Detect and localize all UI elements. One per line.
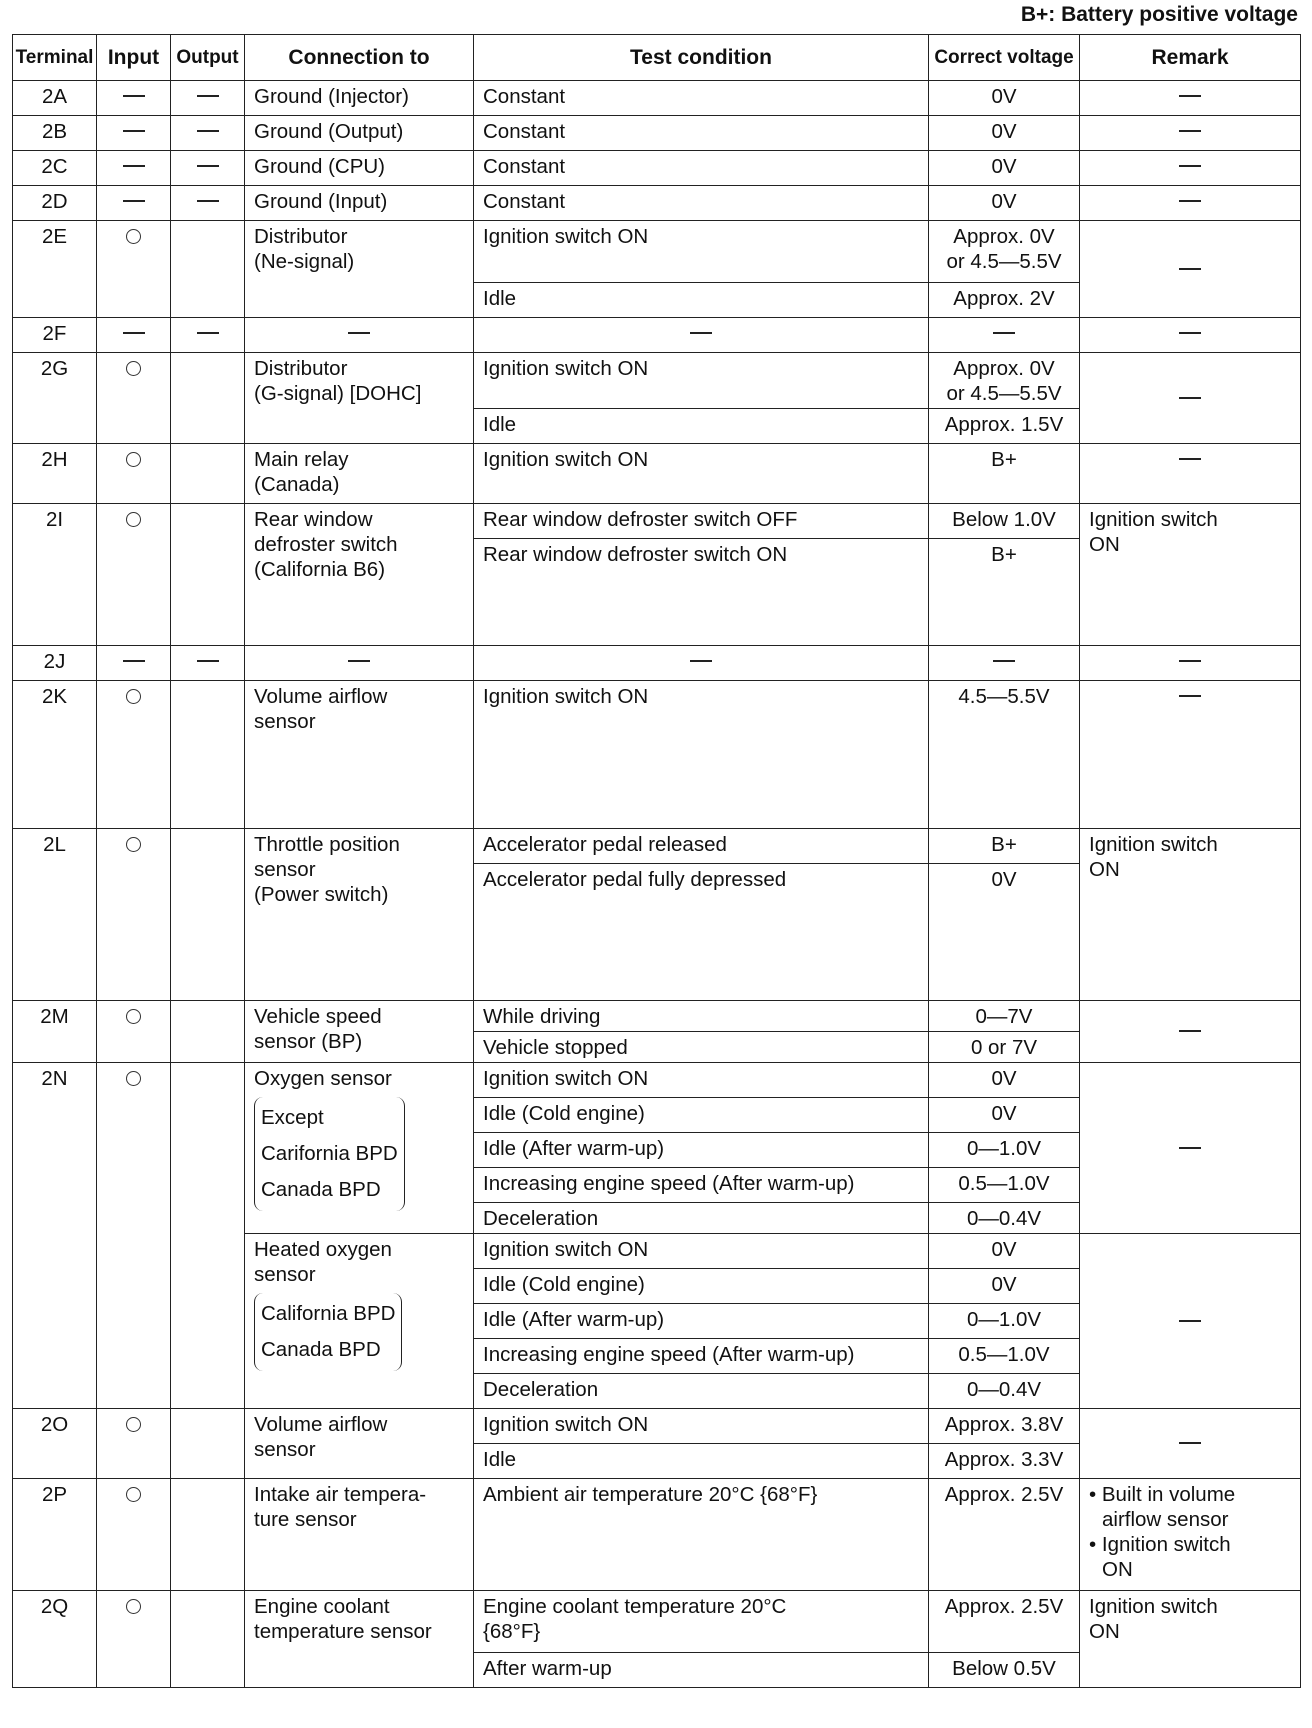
table-row: [13, 1409, 1301, 1444]
dash-mark: [1179, 397, 1201, 399]
voltage-cell: Approx. 1.5V: [929, 409, 1080, 444]
input-circle-icon: [126, 229, 141, 244]
test-cell: Constant: [474, 81, 929, 116]
table-row: [13, 1001, 1301, 1032]
voltage-cell: B+: [929, 829, 1080, 864]
dash-mark: [1179, 1442, 1201, 1444]
test-cell: Ignition switch ON: [474, 353, 929, 409]
terminal-cell: 2J: [13, 646, 97, 681]
terminal-cell: 2G: [13, 353, 97, 444]
terminal-cell: 2K: [13, 681, 97, 829]
test-cell: Ambient air temperature 20°C {68°F}: [474, 1479, 929, 1591]
header-connection: Connection to: [245, 35, 474, 81]
terminal-cell: 2C: [13, 151, 97, 186]
voltage-cell: Approx. 2.5V: [929, 1479, 1080, 1591]
dash-mark: [197, 332, 219, 334]
table-row: [13, 81, 1301, 116]
voltage-cell: Approx. 0V or 4.5—5.5V: [929, 221, 1080, 283]
dash-mark: [123, 165, 145, 167]
terminal-cell: 2B: [13, 116, 97, 151]
input-circle-icon: [126, 512, 141, 527]
dash-mark: [197, 130, 219, 132]
remark-cell: Ignition switch ON: [1080, 504, 1301, 646]
header-test-condition: Test condition: [474, 35, 929, 81]
test-cell: Engine coolant temperature 20°C {68°F}: [474, 1591, 929, 1653]
remark-cell: • Built in volume airflow sensor • Ignition switch ON: [1080, 1479, 1301, 1591]
table-row: [13, 504, 1301, 539]
voltage-cell: 0V: [929, 1098, 1080, 1133]
voltage-cell: 0.5—1.0V: [929, 1168, 1080, 1203]
voltage-cell: B+: [929, 444, 1080, 504]
header-correct-voltage: Correct voltage: [929, 35, 1080, 81]
terminal-cell: 2D: [13, 186, 97, 221]
connection-cell: Throttle position sensor (Power switch): [245, 829, 474, 1001]
test-cell: Vehicle stopped: [474, 1032, 929, 1063]
dash-mark: [1179, 695, 1201, 697]
dash-mark: [123, 130, 145, 132]
dash-mark: [348, 332, 370, 334]
terminal-voltage-table: [12, 34, 1301, 1688]
test-cell: Idle (Cold engine): [474, 1269, 929, 1304]
test-cell: Ignition switch ON: [474, 444, 929, 504]
test-cell: Constant: [474, 186, 929, 221]
connection-cell: Intake air tempera- ture sensor: [245, 1479, 474, 1591]
test-cell: Ignition switch ON: [474, 221, 929, 283]
test-cell: Idle (After warm-up): [474, 1133, 929, 1168]
dash-mark: [690, 332, 712, 334]
dash-mark: [348, 660, 370, 662]
voltage-cell: 0—7V: [929, 1001, 1080, 1032]
dash-mark: [197, 660, 219, 662]
terminal-cell: 2M: [13, 1001, 97, 1063]
test-cell: Idle: [474, 409, 929, 444]
header-output: Output: [171, 35, 245, 81]
test-cell: Ignition switch ON: [474, 1409, 929, 1444]
terminal-cell: 2F: [13, 318, 97, 353]
test-cell: Accelerator pedal released: [474, 829, 929, 864]
dash-mark: [1179, 332, 1201, 334]
input-circle-icon: [126, 1009, 141, 1024]
test-cell: Constant: [474, 151, 929, 186]
test-cell: Deceleration: [474, 1374, 929, 1409]
connection-cell: Distributor (Ne-signal): [245, 221, 474, 318]
test-cell: Idle: [474, 283, 929, 318]
voltage-cell: 0V: [929, 81, 1080, 116]
connection-cell: Main relay (Canada): [245, 444, 474, 504]
dash-mark: [1179, 130, 1201, 132]
legend-note: B+: Battery positive voltage: [1020, 3, 1298, 26]
connection-cell: Engine coolant temperature sensor: [245, 1591, 474, 1688]
table-row: [13, 151, 1301, 186]
input-circle-icon: [126, 1487, 141, 1502]
voltage-cell: Approx. 2V: [929, 283, 1080, 318]
voltage-cell: 0V: [929, 1234, 1080, 1269]
header-remark: Remark: [1080, 35, 1301, 81]
dash-mark: [1179, 268, 1201, 270]
voltage-cell: 0V: [929, 151, 1080, 186]
dash-mark: [1179, 1030, 1201, 1032]
test-cell: Idle: [474, 1444, 929, 1479]
dash-mark: [993, 332, 1015, 334]
voltage-cell: 0V: [929, 1063, 1080, 1098]
dash-mark: [1179, 200, 1201, 202]
dash-mark: [690, 660, 712, 662]
connection-cell: Oxygen sensor Except Carifornia BPD Canada BPD: [245, 1063, 474, 1234]
dash-mark: [1179, 1320, 1201, 1322]
table-row: [13, 444, 1301, 504]
input-circle-icon: [126, 1417, 141, 1432]
table-row: [13, 318, 1301, 353]
voltage-cell: Approx. 0V or 4.5—5.5V: [929, 353, 1080, 409]
test-cell: Ignition switch ON: [474, 681, 929, 829]
test-cell: While driving: [474, 1001, 929, 1032]
voltage-cell: 0V: [929, 1269, 1080, 1304]
remark-cell: Ignition switch ON: [1080, 1591, 1301, 1688]
table-row: [13, 1479, 1301, 1591]
dash-mark: [993, 660, 1015, 662]
voltage-cell: 0.5—1.0V: [929, 1339, 1080, 1374]
table-row: [13, 353, 1301, 409]
voltage-cell: Approx. 3.8V: [929, 1409, 1080, 1444]
voltage-cell: 0V: [929, 186, 1080, 221]
table-row: [13, 1063, 1301, 1098]
test-cell: Idle (Cold engine): [474, 1098, 929, 1133]
table-row: [13, 646, 1301, 681]
dash-mark: [123, 200, 145, 202]
table-row: [13, 186, 1301, 221]
voltage-cell: 0V: [929, 864, 1080, 1001]
test-cell: Ignition switch ON: [474, 1063, 929, 1098]
dash-mark: [1179, 95, 1201, 97]
terminal-cell: 2A: [13, 81, 97, 116]
connection-cell: Volume airflow sensor: [245, 1409, 474, 1479]
connection-cell: Volume airflow sensor: [245, 681, 474, 829]
voltage-cell: 0—1.0V: [929, 1133, 1080, 1168]
voltage-cell: Below 1.0V: [929, 504, 1080, 539]
table-row: [13, 829, 1301, 864]
dash-mark: [1179, 165, 1201, 167]
voltage-cell: 0—0.4V: [929, 1374, 1080, 1409]
dash-mark: [123, 332, 145, 334]
connection-cell: Ground (Output): [245, 116, 474, 151]
test-cell: Deceleration: [474, 1203, 929, 1234]
input-circle-icon: [126, 1071, 141, 1086]
test-cell: Increasing engine speed (After warm-up): [474, 1339, 929, 1374]
test-cell: Accelerator pedal fully depressed: [474, 864, 929, 1001]
voltage-cell: 0—1.0V: [929, 1304, 1080, 1339]
table-row: [13, 116, 1301, 151]
terminal-cell: 2E: [13, 221, 97, 318]
terminal-cell: 2N: [13, 1063, 97, 1409]
voltage-cell: 0V: [929, 116, 1080, 151]
dash-mark: [123, 660, 145, 662]
connection-cell: Distributor (G-signal) [DOHC]: [245, 353, 474, 444]
voltage-cell: B+: [929, 539, 1080, 646]
remark-cell: Ignition switch ON: [1080, 829, 1301, 1001]
terminal-cell: 2P: [13, 1479, 97, 1591]
voltage-cell: 0—0.4V: [929, 1203, 1080, 1234]
input-circle-icon: [126, 452, 141, 467]
terminal-cell: 2L: [13, 829, 97, 1001]
test-cell: Increasing engine speed (After warm-up): [474, 1168, 929, 1203]
voltage-cell: Below 0.5V: [929, 1653, 1080, 1688]
dash-mark: [1179, 1147, 1201, 1149]
test-cell: Idle (After warm-up): [474, 1304, 929, 1339]
connection-cell: Ground (Injector): [245, 81, 474, 116]
table-row: [13, 221, 1301, 283]
voltage-cell: 4.5—5.5V: [929, 681, 1080, 829]
test-cell: Constant: [474, 116, 929, 151]
terminal-cell: 2O: [13, 1409, 97, 1479]
header-input: Input: [97, 35, 171, 81]
test-cell: Rear window defroster switch OFF: [474, 504, 929, 539]
test-cell: After warm-up: [474, 1653, 929, 1688]
header-terminal: Terminal: [13, 35, 97, 81]
input-circle-icon: [126, 837, 141, 852]
table-row: [13, 681, 1301, 829]
dash-mark: [197, 200, 219, 202]
voltage-cell: Approx. 2.5V: [929, 1591, 1080, 1653]
model-bracket: California BPD Canada BPD: [254, 1293, 402, 1371]
header-row: [13, 35, 1301, 81]
connection-cell: Heated oxygen sensor California BPD Canada BPD: [245, 1234, 474, 1409]
table-row: [13, 1591, 1301, 1653]
voltage-cell: Approx. 3.3V: [929, 1444, 1080, 1479]
dash-mark: [1179, 458, 1201, 460]
input-circle-icon: [126, 1599, 141, 1614]
terminal-cell: 2Q: [13, 1591, 97, 1688]
terminal-cell: 2I: [13, 504, 97, 646]
dash-mark: [1179, 660, 1201, 662]
connection-cell: Vehicle speed sensor (BP): [245, 1001, 474, 1063]
voltage-cell: 0 or 7V: [929, 1032, 1080, 1063]
terminal-cell: 2H: [13, 444, 97, 504]
connection-cell: Rear window defroster switch (California B6): [245, 504, 474, 646]
dash-mark: [123, 95, 145, 97]
dash-mark: [197, 95, 219, 97]
connection-cell: Ground (CPU): [245, 151, 474, 186]
connection-cell: Ground (Input): [245, 186, 474, 221]
test-cell: Rear window defroster switch ON: [474, 539, 929, 646]
input-circle-icon: [126, 361, 141, 376]
input-circle-icon: [126, 689, 141, 704]
dash-mark: [197, 165, 219, 167]
test-cell: Ignition switch ON: [474, 1234, 929, 1269]
model-bracket: Except Carifornia BPD Canada BPD: [254, 1097, 405, 1211]
